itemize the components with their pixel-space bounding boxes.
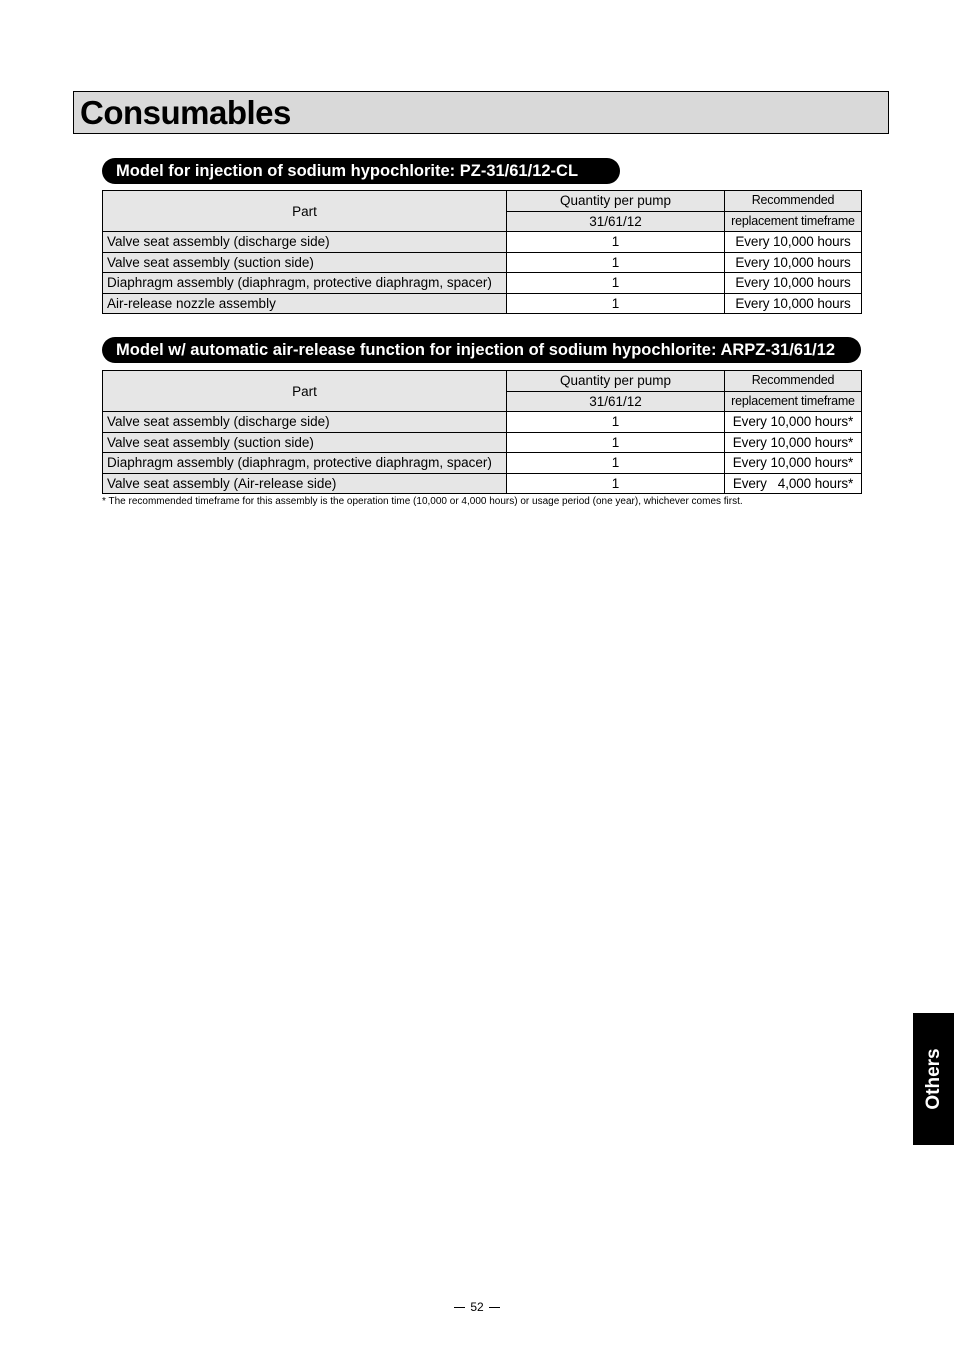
- footnote: * The recommended timeframe for this assembly is the operation time (10,000 or 4,000 hours) or usage period (one year), whichever comes first.: [102, 496, 743, 507]
- section-heading-arpz: Model w/ automatic air-release function for injection of sodium hypochlorite: ARPZ-31/61/12: [102, 337, 861, 363]
- quantity-cell: 1: [507, 273, 725, 294]
- part-cell: Valve seat assembly (Air-release side): [103, 473, 507, 494]
- timeframe-cell: Every 10,000 hours: [725, 232, 862, 253]
- column-header-part: Part: [103, 371, 507, 412]
- timeframe-cell: Every 4,000 hours*: [725, 473, 862, 494]
- table-row: [103, 473, 862, 494]
- timeframe-cell: Every 10,000 hours*: [725, 453, 862, 474]
- quantity-cell: 1: [507, 252, 725, 273]
- column-header-timeframe: replacement timeframe: [725, 391, 862, 412]
- timeframe-cell: Every 10,000 hours: [725, 273, 862, 294]
- column-header-recommended: Recommended: [725, 191, 862, 212]
- part-cell: Diaphragm assembly (diaphragm, protective diaphragm, spacer): [103, 273, 507, 294]
- column-header-timeframe: replacement timeframe: [725, 211, 862, 232]
- table-row: [103, 232, 862, 253]
- part-cell: Diaphragm assembly (diaphragm, protective diaphragm, spacer): [103, 453, 507, 474]
- column-header-part: Part: [103, 191, 507, 232]
- column-header-recommended: Recommended: [725, 371, 862, 392]
- table-row: [103, 432, 862, 453]
- quantity-cell: 1: [507, 293, 725, 314]
- table-row: [103, 293, 862, 314]
- timeframe-cell: Every 10,000 hours: [725, 252, 862, 273]
- column-header-model: 31/61/12: [507, 391, 725, 412]
- column-header-quantity: Quantity per pump: [507, 191, 725, 212]
- part-cell: Valve seat assembly (discharge side): [103, 412, 507, 433]
- part-cell: Air-release nozzle assembly: [103, 293, 507, 314]
- page-title: Consumables: [80, 94, 291, 131]
- table-row: [103, 273, 862, 294]
- column-header-model: 31/61/12: [507, 211, 725, 232]
- quantity-cell: 1: [507, 432, 725, 453]
- page-number: 52: [470, 1300, 484, 1314]
- part-cell: Valve seat assembly (suction side): [103, 252, 507, 273]
- page-title-band: [73, 91, 889, 134]
- side-tab-others: [913, 1013, 954, 1145]
- timeframe-cell: Every 10,000 hours*: [725, 432, 862, 453]
- side-tab-label: Others: [922, 1048, 944, 1110]
- quantity-cell: 1: [507, 473, 725, 494]
- part-cell: Valve seat assembly (discharge side): [103, 232, 507, 253]
- quantity-cell: 1: [507, 232, 725, 253]
- quantity-cell: 1: [507, 453, 725, 474]
- dash-right: [489, 1307, 500, 1308]
- column-header-quantity: Quantity per pump: [507, 371, 725, 392]
- table-row: [103, 412, 862, 433]
- dash-left: [454, 1307, 465, 1308]
- consumables-table-arpz: [102, 370, 862, 494]
- timeframe-cell: Every 10,000 hours*: [725, 412, 862, 433]
- table-row: [103, 453, 862, 474]
- section-heading-pz: Model for injection of sodium hypochlorite: PZ-31/61/12-CL: [102, 158, 620, 184]
- timeframe-cell: Every 10,000 hours: [725, 293, 862, 314]
- part-cell: Valve seat assembly (suction side): [103, 432, 507, 453]
- table-row: [103, 252, 862, 273]
- consumables-table-pz: [102, 190, 862, 314]
- quantity-cell: 1: [507, 412, 725, 433]
- page-footer: [0, 1300, 954, 1314]
